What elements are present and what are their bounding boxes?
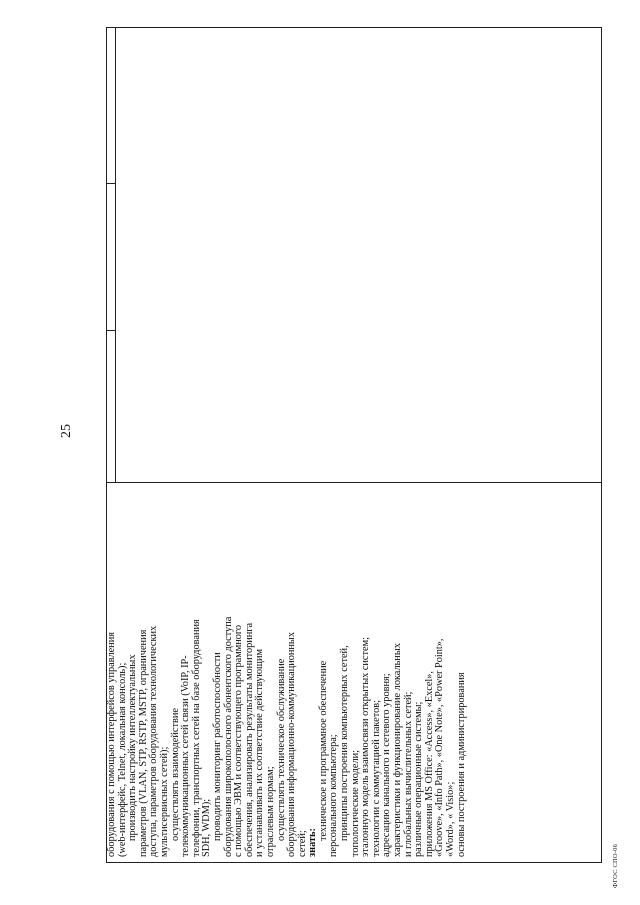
content-line: мультисервисных сетей); [158, 746, 170, 857]
content-line: технологии с коммутацией пакетов; [370, 700, 382, 857]
content-line: доступа, параметров оборудования технологических [148, 625, 160, 857]
content-line: параметров (VLAN, STP, RSTP, MSTP, ограничения [137, 629, 149, 857]
content-line: основы построения и администрирования [455, 672, 467, 857]
content-line: производить настройку интеллектуальных [127, 654, 139, 841]
competency-table [106, 27, 602, 863]
content-line: и устанавливать их соответствие действующим [254, 649, 266, 857]
empty-wide-cell [116, 28, 602, 483]
content-line: оборудования с помощью интерфейсов управления [106, 632, 117, 857]
content-line: осуществлять техническое обслуживание [275, 658, 287, 841]
content-line: и глобальных вычислительных сетей; [402, 691, 414, 857]
rotated-table-wrapper [106, 28, 602, 863]
content-line: с помощью ЭВМ и соответствующего программного [233, 624, 245, 857]
content-line: «Word», « Visio»; [445, 781, 456, 857]
empty-cell-2 [107, 331, 116, 483]
content-line: осуществлять взаимодействие [169, 708, 181, 841]
content-line: SDH, WDM); [201, 798, 213, 857]
content-line: «Groove», «Info Path», «One Note», «Power Point», [434, 638, 446, 857]
content-line: приложения MS Office: «Access», «Excel», [423, 671, 435, 857]
empty-cell-4 [107, 28, 116, 184]
content-line: техническое и программное обеспечение [317, 660, 329, 841]
content-line: знать: [307, 828, 319, 857]
content-line: отраслевым нормам; [264, 766, 276, 857]
content-line: различные операционные системы; [413, 701, 425, 857]
content-line: оборудования информационно-коммуникационных [286, 632, 298, 857]
content-line: телефонии, транспортных сетей на базе оборудования [190, 619, 202, 857]
content-line: обеспечения, анализировать результаты мониторинга [243, 622, 255, 857]
content-line: принципы построения компьютерных сетей, [339, 645, 351, 841]
content-line: персонального компьютера; [328, 734, 340, 857]
content-line: эталонную модель взаимосвязи открытых систем; [360, 637, 372, 857]
content-line: адресацию канального и сетевого уровня; [381, 673, 393, 857]
content-line: телекоммуникационных сетей связи (VoIP, IP- [180, 655, 192, 857]
footer-code: ФГОС СПО-06 [612, 843, 619, 888]
content-line: характеристики и функционирование локальных [392, 643, 404, 857]
empty-cell-3 [107, 184, 116, 331]
page-number: 25 [59, 424, 74, 438]
content-line: оборудования широкополосного абонентского доступа [222, 616, 234, 857]
competency-content-cell [107, 483, 602, 863]
content-line: (web-интерфейс, Telnet, локальная консоль); [116, 662, 128, 857]
content-line: проводить мониторинг работоспособности [211, 652, 223, 841]
content-lines [107, 487, 467, 857]
content-line: сетей; [296, 830, 308, 857]
content-line: топологические модели; [349, 750, 361, 857]
